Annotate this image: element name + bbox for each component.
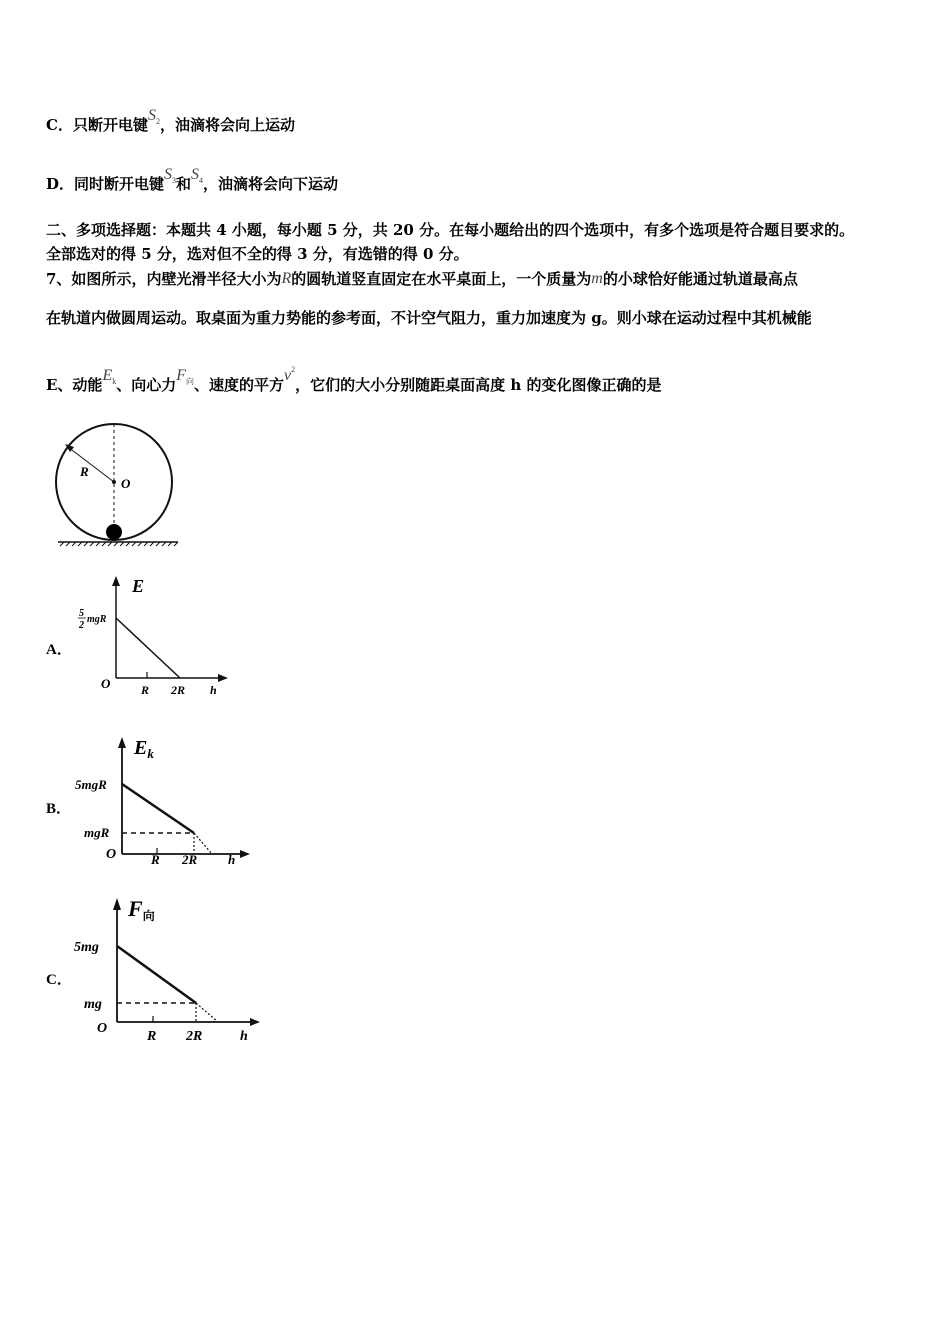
graph-b-y-low: mgR xyxy=(84,825,110,840)
center-point xyxy=(112,480,116,484)
radius-label: R xyxy=(80,464,89,479)
graph-c-dotted-tail xyxy=(196,1003,218,1022)
graph-b-y-label: $E_k$ xyxy=(134,737,154,761)
option-a-label[interactable]: A． xyxy=(46,642,72,658)
graph-c-y-low: mg xyxy=(84,997,102,1012)
graph-c-y-top: 5mg xyxy=(74,940,99,955)
option-c-line: C．只断开电键$S_2$，油滴将会向上运动 xyxy=(46,107,295,134)
var-r: R xyxy=(281,270,292,287)
option-c-label[interactable]: C． xyxy=(46,972,72,988)
option-c-text: C．只断开电键 xyxy=(46,116,148,134)
graph-b-origin: O xyxy=(106,847,117,862)
ball xyxy=(106,524,122,540)
graph-a-origin: O xyxy=(101,676,111,691)
graph-b-line xyxy=(122,784,194,833)
var-m: m xyxy=(591,270,603,287)
graph-c-tick1: R xyxy=(147,1029,157,1044)
graph-c-line xyxy=(117,946,196,1003)
graph-c-origin: O xyxy=(97,1021,108,1036)
var-ek: $E_k$ xyxy=(102,367,117,386)
option-b-label[interactable]: B． xyxy=(46,801,72,817)
graph-c xyxy=(70,890,270,1050)
graph-a-frac-num: 5 xyxy=(79,608,84,619)
graph-b-y-top: 5mgR xyxy=(75,777,107,792)
graph-a-x-label: h xyxy=(210,683,217,697)
graph-a-y-arrow xyxy=(112,576,120,586)
graph-a-tick1: R xyxy=(141,683,150,697)
q7-line2: 在轨道内做圆周运动。取桌面为重力势能的参考面，不计空气阻力，重力加速度为 g。则小球在运动过程中其机械能 xyxy=(46,309,812,327)
section2-heading-line1: 二、多项选择题：本题共 4 小题，每小题 5 分，共 20 分。在每小题给出的四个选项中，有多个选项是符合题目要求的。 xyxy=(46,221,855,239)
var-s2: $S_2$ xyxy=(147,107,160,126)
graph-b-tick1: R xyxy=(151,852,160,867)
graph-a-x-arrow xyxy=(218,674,228,682)
circular-track-figure xyxy=(50,410,185,550)
section2-heading-line2: 全部选对的得 5 分，选对但不全的得 3 分，有选错的得 0 分。 xyxy=(46,245,469,263)
var-f-centripetal: $F_向$ xyxy=(176,367,195,386)
graph-b-x-arrow xyxy=(240,850,250,858)
graph-c-tick2: 2R xyxy=(186,1029,203,1044)
graph-b-y-arrow xyxy=(118,737,126,748)
var-v-squared: $v^2$ xyxy=(284,365,296,384)
option-d-line: D．同时断开电键$S_3$和$S_4$，油滴将会向下运动 xyxy=(46,166,339,193)
graph-a-y-label: E xyxy=(132,576,145,596)
graph-a-frac-den: 2 xyxy=(79,620,84,631)
graph-c-x-label: h xyxy=(240,1029,248,1044)
var-s4: $S_4$ xyxy=(191,166,204,185)
graph-c-y-label: F向 xyxy=(128,896,155,923)
graph-b-tick2: 2R xyxy=(182,852,198,867)
graph-b xyxy=(70,732,260,872)
graph-a-y-value: mgR xyxy=(87,614,107,625)
graph-b-x-label: h xyxy=(228,852,236,867)
graph-a-line xyxy=(116,618,180,678)
var-s3: $S_3$ xyxy=(164,166,177,185)
graph-a xyxy=(70,572,230,702)
graph-a-tick2: 2R xyxy=(171,683,186,697)
q7-line1: 7、如图所示，内壁光滑半径大小为R的圆轨道竖直固定在水平桌面上，一个质量为m的小球恰好能通过轨道最高点 xyxy=(46,270,798,288)
q7-line3: E、动能$E_k$、向心力$F_向$、速度的平方$v^2$，它们的大小分别随距桌面高度 h 的变化图像正确的是 xyxy=(46,365,662,394)
graph-b-dotted-tail xyxy=(194,833,212,854)
graph-c-y-arrow xyxy=(113,898,121,910)
graph-c-x-arrow xyxy=(250,1018,260,1026)
radius-arrow xyxy=(68,447,114,482)
center-label: O xyxy=(121,476,131,491)
